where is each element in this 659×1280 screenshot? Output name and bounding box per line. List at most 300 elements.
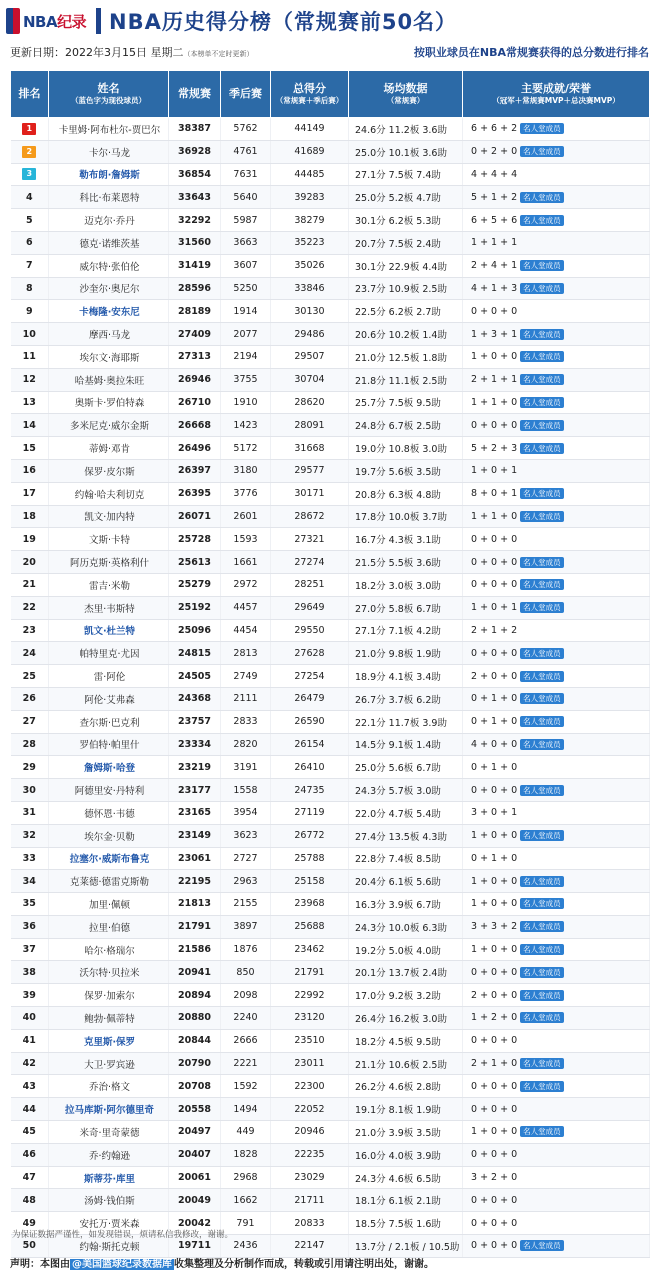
total-points: 44485 [271,163,349,186]
player-name: 查尔斯·巴克利 [49,710,169,733]
player-name: 乔·约翰逊 [49,1143,169,1166]
rank-cell: 26 [11,687,49,710]
player-name: 威尔特·张伯伦 [49,254,169,277]
total-points: 23011 [271,1052,349,1075]
regular-season-points: 25279 [169,573,221,596]
table-row [11,665,650,688]
per-game-stats: 19.0分 10.8板 3.0助 [349,437,463,460]
achievements-text: 0 + 0 + 0 [471,1194,518,1206]
achievements-cell [463,323,650,346]
achievements-cell [463,1166,650,1189]
table-row [11,801,650,824]
achievements-cell [463,1029,650,1052]
hall-of-fame-badge: 名人堂成员 [520,739,564,750]
regular-season-points: 20042 [169,1212,221,1235]
rank-cell: 13 [11,391,49,414]
achievements-cell [463,118,650,141]
player-name: 拉里·伯德 [49,915,169,938]
title-divider [96,8,101,34]
regular-season-points: 20407 [169,1143,221,1166]
total-points: 29486 [271,323,349,346]
achievements-cell [463,505,650,528]
rank-cell: 27 [11,710,49,733]
table-row [11,984,650,1007]
achievements-text: 0 + 0 + 0 [471,419,518,431]
playoff-points: 1910 [221,391,271,414]
per-game-stats: 21.0分 3.9板 3.5助 [349,1121,463,1144]
regular-season-points: 20558 [169,1098,221,1121]
playoff-points: 2077 [221,323,271,346]
achievements-text: 1 + 0 + 0 [471,875,518,887]
achievements-cell [463,277,650,300]
per-game-stats: 26.2分 4.6板 2.8助 [349,1075,463,1098]
playoff-points: 3663 [221,231,271,254]
achievements-text: 2 + 4 + 1 [471,260,518,272]
achievements-cell [463,984,650,1007]
regular-season-points: 21586 [169,938,221,961]
playoff-points: 1423 [221,414,271,437]
player-name: 克莱德·德雷克斯勒 [49,870,169,893]
regular-season-points: 20880 [169,1007,221,1030]
ranking-basis: 按职业球员在NBA常规赛获得的总分数进行排名 [413,46,649,59]
total-points: 28672 [271,505,349,528]
total-points: 21711 [271,1189,349,1212]
achievements-cell [463,733,650,756]
per-game-stats: 22.1分 11.7板 3.9助 [349,710,463,733]
per-game-stats: 25.7分 7.5板 9.5助 [349,391,463,414]
table-row [11,915,650,938]
player-name: 沙奎尔·奥尼尔 [49,277,169,300]
hall-of-fame-badge: 名人堂成员 [520,283,564,294]
player-name: 克里斯·保罗 [49,1029,169,1052]
total-points: 26479 [271,687,349,710]
per-game-stats: 21.0分 9.8板 1.9助 [349,642,463,665]
achievements-text: 8 + 0 + 1 [471,488,518,500]
table-row [11,1052,650,1075]
col-rank: 排名 [11,71,49,118]
player-name: 拉塞尔·威斯布鲁克 [49,847,169,870]
player-name: 科比·布莱恩特 [49,186,169,209]
rank-cell: 31 [11,801,49,824]
rank-medal-icon: 1 [22,123,36,135]
achievements-text: 2 + 1 + 2 [471,624,518,636]
playoff-points: 2972 [221,573,271,596]
hall-of-fame-badge: 名人堂成员 [520,123,564,134]
rank-cell: 14 [11,414,49,437]
achievements-cell [463,1007,650,1030]
table-row [11,596,650,619]
per-game-stats: 19.2分 5.0板 4.0助 [349,938,463,961]
achievements-text: 2 + 1 + 0 [471,1058,518,1070]
playoff-points: 2963 [221,870,271,893]
playoff-points: 5987 [221,209,271,232]
achievements-text: 1 + 0 + 1 [471,465,518,477]
playoff-points: 2194 [221,345,271,368]
total-points: 22052 [271,1098,349,1121]
table-row [11,938,650,961]
achievements-text: 2 + 1 + 1 [471,374,518,386]
total-points: 33846 [271,277,349,300]
table-row [11,733,650,756]
rank-cell: 11 [11,345,49,368]
achievements-cell [463,368,650,391]
hall-of-fame-badge: 名人堂成员 [520,260,564,271]
correction-note: 为保证数据严谨性，如发现错误，烦请私信我修改，谢谢。 [12,1230,234,1240]
player-name: 文斯·卡特 [49,528,169,551]
playoff-points: 2833 [221,710,271,733]
table-row [11,551,650,574]
rank-cell: 32 [11,824,49,847]
achievements-text: 1 + 0 + 0 [471,944,518,956]
player-name: 埃尔金·贝勒 [49,824,169,847]
regular-season-points: 26071 [169,505,221,528]
table-row [11,1143,650,1166]
per-game-stats: 18.1分 6.1板 2.1助 [349,1189,463,1212]
hall-of-fame-badge: 名人堂成员 [520,648,564,659]
total-points: 22992 [271,984,349,1007]
achievements-text: 1 + 3 + 1 [471,328,518,340]
rank-cell [11,140,49,163]
playoff-points: 1828 [221,1143,271,1166]
hall-of-fame-badge: 名人堂成员 [520,967,564,978]
per-game-stats: 24.3分 5.7板 3.0助 [349,779,463,802]
player-name: 汤姆·钱伯斯 [49,1189,169,1212]
col-playoff: 季后赛 [221,71,271,118]
rank-cell: 49 [11,1212,49,1235]
player-name: 勒布朗·詹姆斯 [49,163,169,186]
achievements-cell [463,1052,650,1075]
regular-season-points: 25728 [169,528,221,551]
hall-of-fame-badge: 名人堂成员 [520,374,564,385]
playoff-points: 2155 [221,893,271,916]
per-game-stats: 18.2分 4.5板 9.5助 [349,1029,463,1052]
achievements-cell [463,300,650,323]
achievements-text: 3 + 3 + 2 [471,921,518,933]
regular-season-points: 28189 [169,300,221,323]
playoff-points: 2240 [221,1007,271,1030]
playoff-points: 1662 [221,1189,271,1212]
achievements-text: 1 + 0 + 0 [471,1126,518,1138]
rank-cell: 30 [11,779,49,802]
playoff-points: 1914 [221,300,271,323]
per-game-stats: 17.8分 10.0板 3.7助 [349,505,463,528]
rank-cell: 37 [11,938,49,961]
rank-cell: 6 [11,231,49,254]
total-points: 22235 [271,1143,349,1166]
regular-season-points: 26946 [169,368,221,391]
per-game-stats: 13.7分 / 2.1板 / 10.5助 [349,1235,463,1258]
total-points: 25788 [271,847,349,870]
player-name: 卡梅隆·安东尼 [49,300,169,323]
table-row [11,528,650,551]
playoff-points: 4454 [221,619,271,642]
player-name: 阿历克斯·英格利什 [49,551,169,574]
per-game-stats: 16.3分 3.9板 6.7助 [349,893,463,916]
table-row [11,209,650,232]
player-name: 蒂姆·邓肯 [49,437,169,460]
achievements-text: 1 + 0 + 1 [471,602,518,614]
hall-of-fame-badge: 名人堂成员 [520,716,564,727]
regular-season-points: 36854 [169,163,221,186]
total-points: 22147 [271,1235,349,1258]
per-game-stats: 19.7分 5.6板 3.5助 [349,459,463,482]
player-name: 斯蒂芬·库里 [49,1166,169,1189]
rank-cell [11,118,49,141]
playoff-points: 3607 [221,254,271,277]
achievements-text: 0 + 0 + 0 [471,1035,518,1047]
footer-disclaimer: 声明：本图由 @美国篮球纪录数据库 收集整理及分析制作而成，转载或引用请注明出处，谢谢。 [10,1259,434,1270]
total-points: 27628 [271,642,349,665]
achievements-text: 2 + 0 + 0 [471,670,518,682]
rank-cell: 38 [11,961,49,984]
regular-season-points: 27313 [169,345,221,368]
update-date: 更新日期：2022年3月15日 星期二（本榜单不定时更新） [10,46,254,59]
total-points: 30704 [271,368,349,391]
regular-season-points: 23757 [169,710,221,733]
per-game-stats: 19.1分 8.1板 1.9助 [349,1098,463,1121]
achievements-cell [463,961,650,984]
table-row [11,847,650,870]
achievements-cell [463,459,650,482]
col-total: 总得分 （常规赛＋季后赛） [271,71,349,118]
achievements-cell [463,1235,650,1258]
per-game-stats: 26.7分 3.7板 6.2助 [349,687,463,710]
regular-season-points: 24368 [169,687,221,710]
regular-season-points: 23165 [169,801,221,824]
regular-season-points: 26395 [169,482,221,505]
player-name: 哈尔·格瑞尔 [49,938,169,961]
per-game-stats: 24.3分 10.0板 6.3助 [349,915,463,938]
table-row [11,756,650,779]
achievements-text: 4 + 4 + 4 [471,168,518,180]
rank-medal-icon: 2 [22,146,36,158]
total-points: 28251 [271,573,349,596]
regular-season-points: 21813 [169,893,221,916]
per-game-stats: 23.7分 10.9板 2.5助 [349,277,463,300]
regular-season-points: 31419 [169,254,221,277]
player-name: 米奇·里奇蒙德 [49,1121,169,1144]
total-points: 26590 [271,710,349,733]
table-row [11,300,650,323]
total-points: 26772 [271,824,349,847]
total-points: 35223 [271,231,349,254]
total-points: 30171 [271,482,349,505]
player-name: 德克·诺维茨基 [49,231,169,254]
playoff-points: 3623 [221,824,271,847]
achievements-text: 0 + 0 + 0 [471,556,518,568]
hall-of-fame-badge: 名人堂成员 [520,602,564,613]
achievements-text: 0 + 0 + 0 [471,1103,518,1115]
player-name: 沃尔特·贝拉米 [49,961,169,984]
achievements-cell [463,391,650,414]
hall-of-fame-badge: 名人堂成员 [520,1081,564,1092]
player-name: 迈克尔·乔丹 [49,209,169,232]
table-row [11,893,650,916]
player-name: 哈基姆·奥拉朱旺 [49,368,169,391]
achievements-text: 1 + 0 + 0 [471,898,518,910]
player-name: 阿德里安·丹特利 [49,779,169,802]
achievements-text: 0 + 1 + 0 [471,852,518,864]
achievements-cell [463,254,650,277]
regular-season-points: 27409 [169,323,221,346]
player-name: 大卫·罗宾逊 [49,1052,169,1075]
per-game-stats: 21.1分 10.6板 2.5助 [349,1052,463,1075]
per-game-stats: 25.0分 5.6板 6.7助 [349,756,463,779]
per-game-stats: 20.6分 10.2板 1.4助 [349,323,463,346]
per-game-stats: 20.7分 7.5板 2.4助 [349,231,463,254]
player-name: 詹姆斯·哈登 [49,756,169,779]
total-points: 23968 [271,893,349,916]
per-game-stats: 24.8分 6.7板 2.5助 [349,414,463,437]
playoff-points: 2098 [221,984,271,1007]
player-name: 安托万·贾米森 [49,1212,169,1235]
hall-of-fame-badge: 名人堂成员 [520,146,564,157]
achievements-cell [463,414,650,437]
playoff-points: 3755 [221,368,271,391]
table-row [11,277,650,300]
regular-season-points: 23149 [169,824,221,847]
table-row [11,961,650,984]
table-row [11,1007,650,1030]
rank-cell: 9 [11,300,49,323]
table-row [11,414,650,437]
table-row [11,1166,650,1189]
page-title: NBA历史得分榜（常规赛前50名） [109,10,458,34]
player-name: 帕特里克·尤因 [49,642,169,665]
rank-cell: 34 [11,870,49,893]
hall-of-fame-badge: 名人堂成员 [520,1058,564,1069]
regular-season-points: 20049 [169,1189,221,1212]
table-row [11,186,650,209]
per-game-stats: 24.6分 11.2板 3.6助 [349,118,463,141]
rank-cell: 33 [11,847,49,870]
regular-season-points: 21791 [169,915,221,938]
table-row [11,505,650,528]
regular-season-points: 20061 [169,1166,221,1189]
achievements-cell [463,893,650,916]
table-row [11,140,650,163]
rank-cell: 23 [11,619,49,642]
per-game-stats: 22.5分 6.2板 2.7助 [349,300,463,323]
player-name: 雷·阿伦 [49,665,169,688]
per-game-stats: 16.7分 4.3板 3.1助 [349,528,463,551]
regular-season-points: 25096 [169,619,221,642]
per-game-stats: 16.0分 4.0板 3.9助 [349,1143,463,1166]
total-points: 23510 [271,1029,349,1052]
table-row [11,1029,650,1052]
per-game-stats: 27.4分 13.5板 4.3助 [349,824,463,847]
achievements-cell [463,938,650,961]
rank-cell: 48 [11,1189,49,1212]
player-name: 杰里·韦斯特 [49,596,169,619]
player-name: 约翰·哈夫利切克 [49,482,169,505]
achievements-text: 4 + 0 + 0 [471,738,518,750]
regular-season-points: 20497 [169,1121,221,1144]
table-row [11,1121,650,1144]
per-game-stats: 27.1分 7.5板 7.4助 [349,163,463,186]
per-game-stats: 18.9分 4.1板 3.4助 [349,665,463,688]
table-row [11,1098,650,1121]
hall-of-fame-badge: 名人堂成员 [520,830,564,841]
table-row [11,437,650,460]
playoff-points: 2749 [221,665,271,688]
achievements-text: 0 + 0 + 0 [471,1217,518,1229]
table-row [11,368,650,391]
rank-cell: 35 [11,893,49,916]
total-points: 39283 [271,186,349,209]
rank-cell: 5 [11,209,49,232]
regular-season-points: 28596 [169,277,221,300]
achievements-cell [463,140,650,163]
total-points: 20946 [271,1121,349,1144]
playoff-points: 4457 [221,596,271,619]
playoff-points: 2727 [221,847,271,870]
achievements-text: 0 + 2 + 0 [471,146,518,158]
player-name: 保罗·加索尔 [49,984,169,1007]
achievements-cell [463,209,650,232]
table-row [11,619,650,642]
playoff-points: 7631 [221,163,271,186]
achievements-cell [463,687,650,710]
achievements-cell [463,870,650,893]
playoff-points: 850 [221,961,271,984]
page-header [0,0,659,42]
scoring-table [10,70,650,1258]
per-game-stats: 21.8分 11.1板 2.5助 [349,368,463,391]
achievements-text: 1 + 1 + 0 [471,396,518,408]
rank-cell: 17 [11,482,49,505]
achievements-cell [463,551,650,574]
rank-medal-icon: 3 [22,168,36,180]
rank-cell: 28 [11,733,49,756]
rank-cell: 21 [11,573,49,596]
rank-cell: 36 [11,915,49,938]
hall-of-fame-badge: 名人堂成员 [520,397,564,408]
playoff-points: 449 [221,1121,271,1144]
hall-of-fame-badge: 名人堂成员 [520,192,564,203]
total-points: 28091 [271,414,349,437]
regular-season-points: 23219 [169,756,221,779]
regular-season-points: 33643 [169,186,221,209]
col-name: 姓名 （蓝色字为现役球员） [49,71,169,118]
total-points: 21791 [271,961,349,984]
source-link[interactable]: @美国篮球纪录数据库 [72,1259,172,1270]
achievements-text: 0 + 1 + 0 [471,761,518,773]
achievements-cell [463,779,650,802]
player-name: 奥斯卡·罗伯特森 [49,391,169,414]
table-row [11,323,650,346]
nba-logo [0,0,92,42]
achievements-cell [463,847,650,870]
regular-season-points: 20790 [169,1052,221,1075]
total-points: 26154 [271,733,349,756]
achievements-cell [463,186,650,209]
rank-cell: 40 [11,1007,49,1030]
rank-cell: 50 [11,1235,49,1258]
hall-of-fame-badge: 名人堂成员 [520,579,564,590]
hall-of-fame-badge: 名人堂成员 [520,921,564,932]
total-points: 23462 [271,938,349,961]
playoff-points: 1558 [221,779,271,802]
achievements-cell [463,665,650,688]
achievements-text: 0 + 0 + 0 [471,533,518,545]
achievements-text: 1 + 2 + 0 [471,1012,518,1024]
player-name: 约翰·斯托克顿 [49,1235,169,1258]
rank-cell: 7 [11,254,49,277]
regular-season-points: 24505 [169,665,221,688]
playoff-points: 1593 [221,528,271,551]
regular-season-points: 26496 [169,437,221,460]
